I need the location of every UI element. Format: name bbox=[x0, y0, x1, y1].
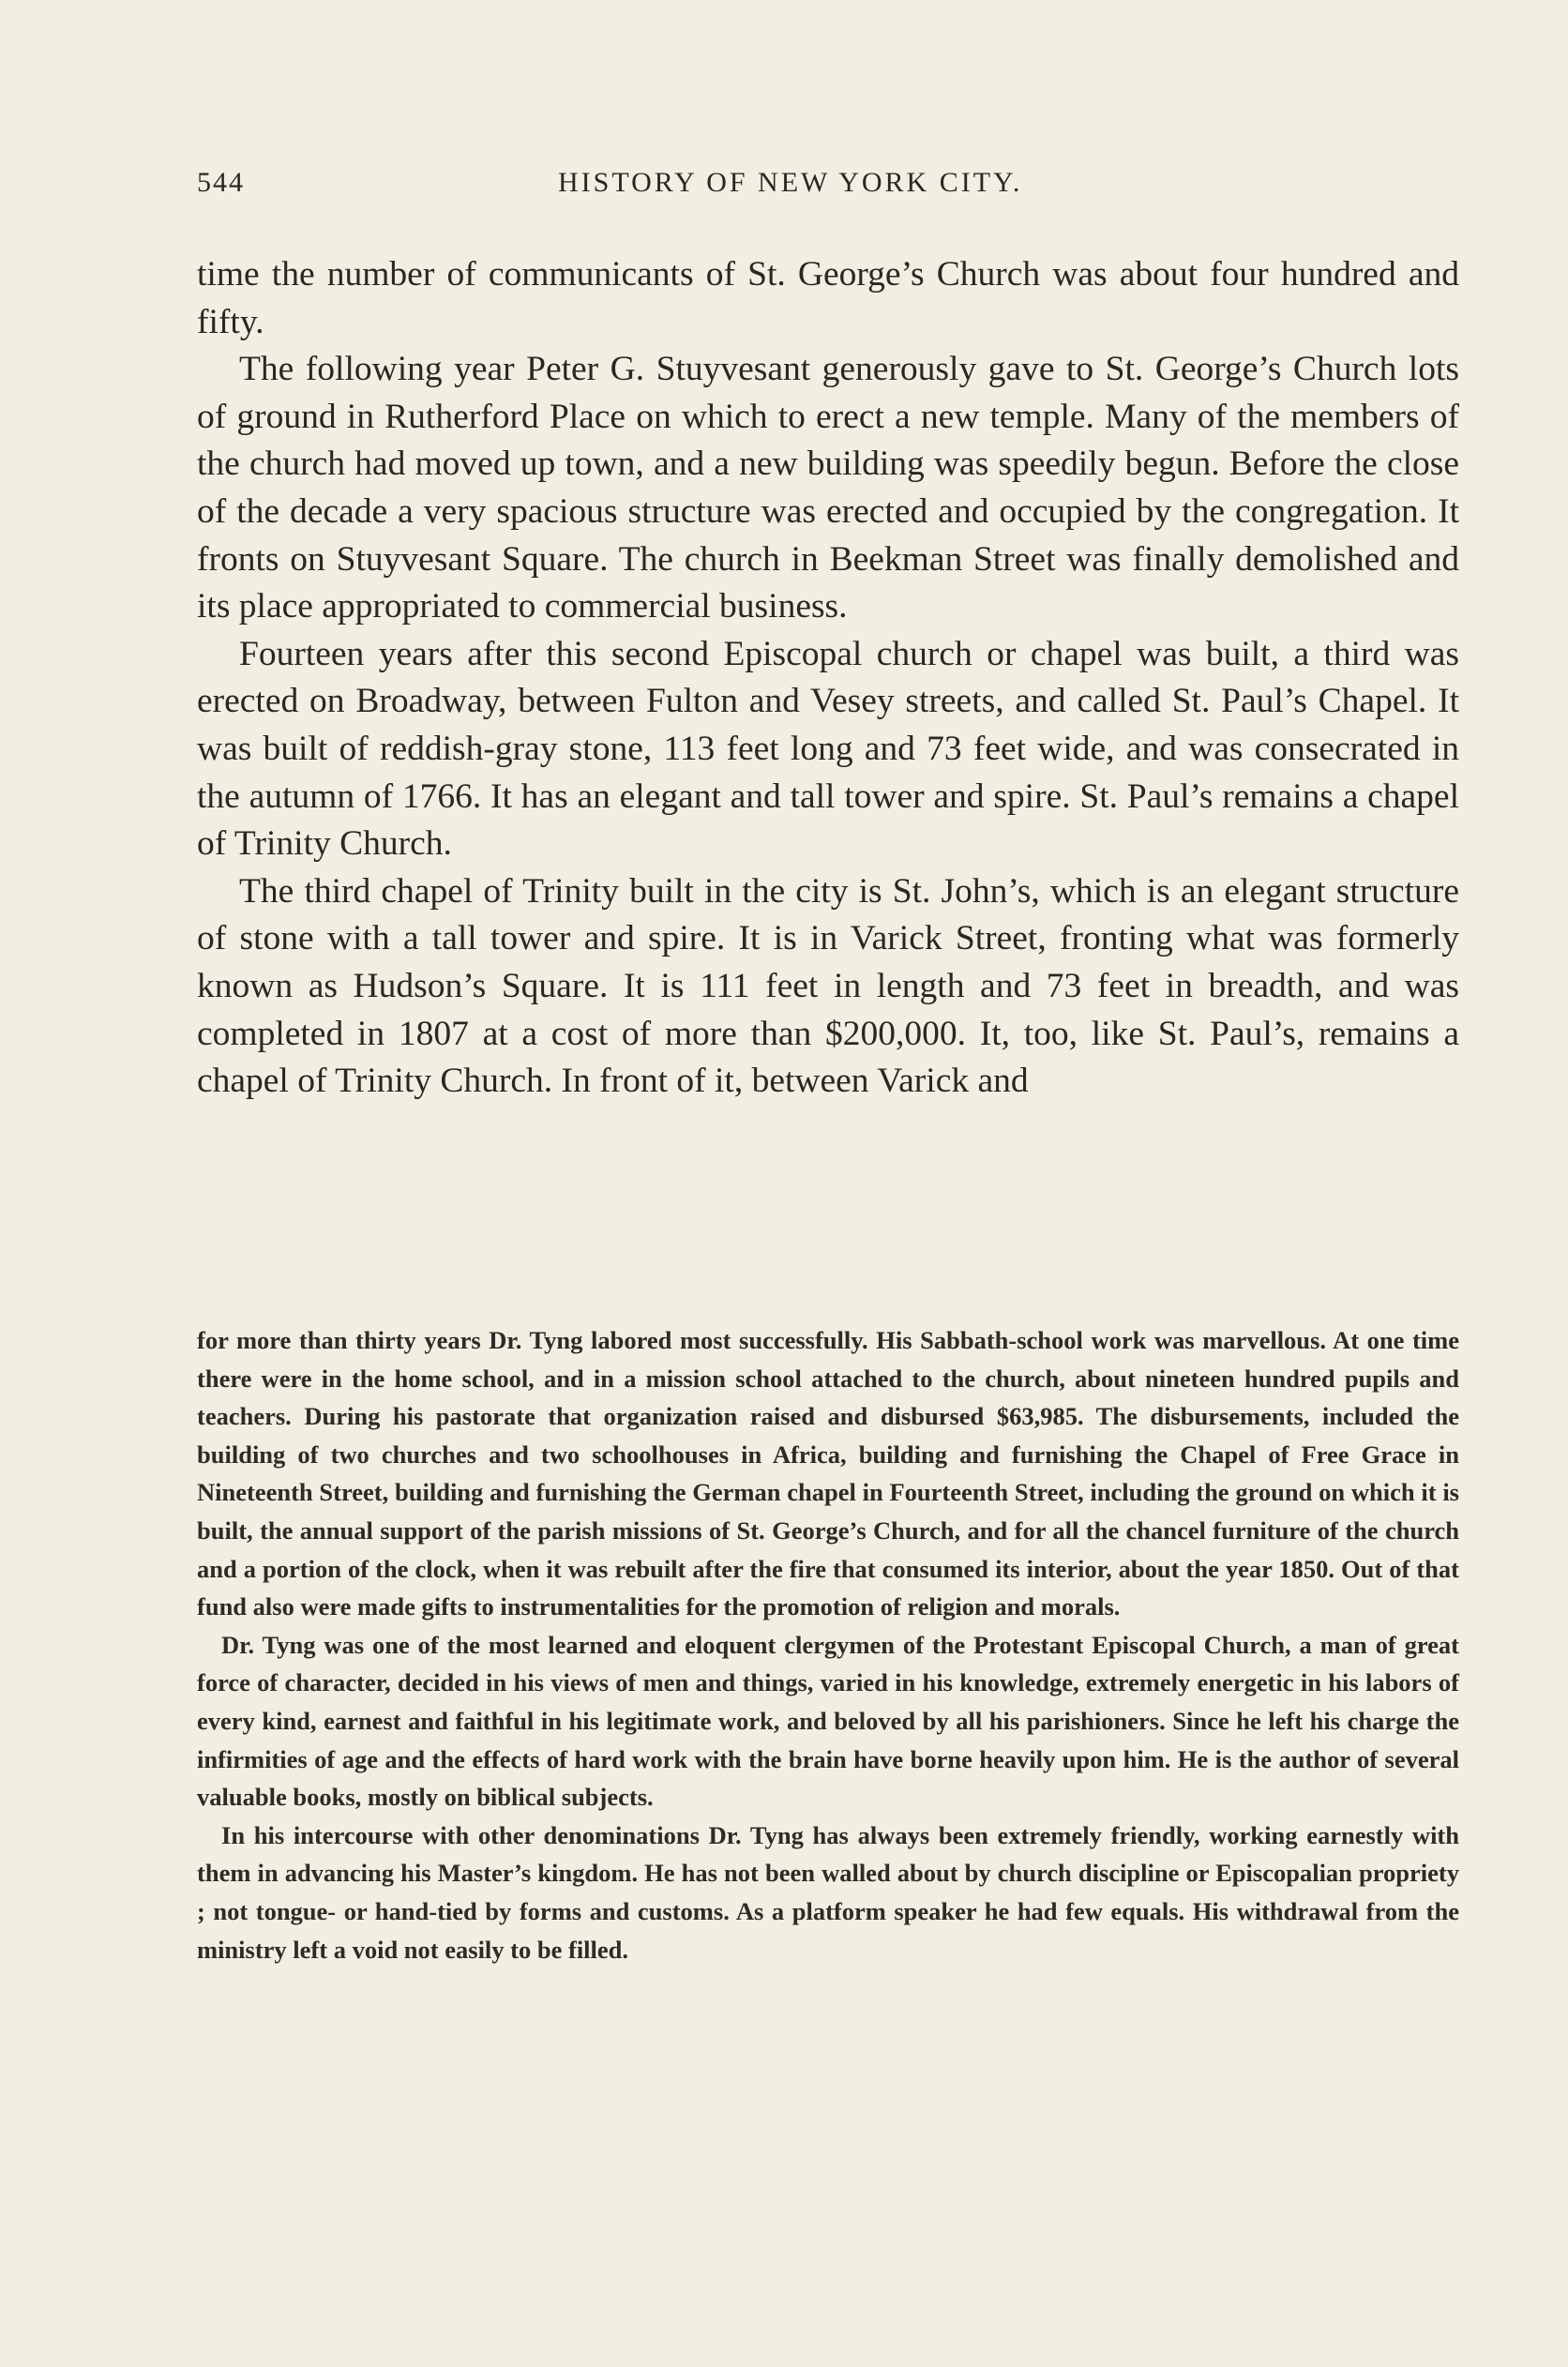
footnote-paragraph: In his intercourse with other denominations Dr. Tyng has always been extremely friendly, working earnestly with them in advancing his Master’s kingdom. He has not been walled about by church discipline or Episcopalian propriety ; not tongue- or hand-tied by forms and customs. As a platform speaker he had few equals. His withdrawal from the ministry left a void not easily to be filled. bbox=[197, 1820, 1459, 1964]
body-paragraph: The third chapel of Trinity built in the city is St. John’s, which is an elegant structure of stone with a tall tower and spire. It is in Varick Street, fronting what was formerly known as Hudson’s Square. It is 111 feet in length and 73 feet in breadth, and was completed in 1807 at a cost of more than $200,000. It, too, like St. Paul’s, remains a chapel of Trinity Church. In front of it, between Varick and bbox=[197, 871, 1459, 1101]
footnote-text bbox=[197, 1321, 1459, 1968]
running-head bbox=[197, 167, 1459, 204]
body-paragraph: time the number of communicants of St. George’s Church was about four hundred and fifty. bbox=[197, 255, 1459, 341]
footnote-paragraph: Dr. Tyng was one of the most learned and eloquent clergymen of the Protestant Episcopal Church, a man of great force of character, decided in his views of men and things, varied in his knowledge, extremely energetic in his labors of every kind, earnest and faithful in his legitimate work, and beloved by all his parishioners. Since he left his charge the infirmities of age and the effects of hard work with the brain have borne heavily upon him. He is the author of several valuable books, mostly on biblical subjects. bbox=[197, 1630, 1459, 1812]
body-paragraph: Fourteen years after this second Episcopal church or chapel was built, a third was erected on Broadway, between Fulton and Vesey streets, and called St. Paul’s Chapel. It was built of reddish-gray stone, 113 feet long and 73 feet wide, and was consecrated in the autumn of 1766. It has an elegant and tall tower and spire. St. Paul’s remains a chapel of Trinity Church. bbox=[197, 634, 1459, 864]
main-text bbox=[197, 251, 1459, 1106]
body-paragraph: The following year Peter G. Stuyvesant generously gave to St. George’s Church lots of ground in Rutherford Place on which to erect a new temple. Many of the members of the church had moved up town, and a new building was speedily begun. Before the close of the decade a very spacious structure was erected and occupied by the congregation. It fronts on Stuyvesant Square. The church in Beekman Street was finally demolished and its place appropriated to commercial business. bbox=[197, 350, 1459, 626]
footnote-paragraph: for more than thirty years Dr. Tyng labored most successfully. His Sabbath-school work was marvellous. At one time there were in the home school, and in a mission school attached to the church, about nineteen hundred pupils and teachers. During his pastorate that organization raised and disbursed $63,985. The disbursements, included the building of two churches and two schoolhouses in Africa, building and furnishing the Chapel of Free Grace in Nineteenth Street, building and furnishing the German chapel in Fourteenth Street, including the ground on which it is built, the annual support of the parish missions of St. George’s Church, and for all the chancel furniture of the church and a portion of the clock, when it was rebuilt after the fire that consumed its interior, about the year 1850. Out of that fund also were made gifts to instrumentalities for the promotion of religion and morals. bbox=[197, 1326, 1459, 1621]
page-number: 544 bbox=[197, 167, 245, 198]
running-title: HISTORY OF NEW YORK CITY. bbox=[558, 167, 1023, 198]
